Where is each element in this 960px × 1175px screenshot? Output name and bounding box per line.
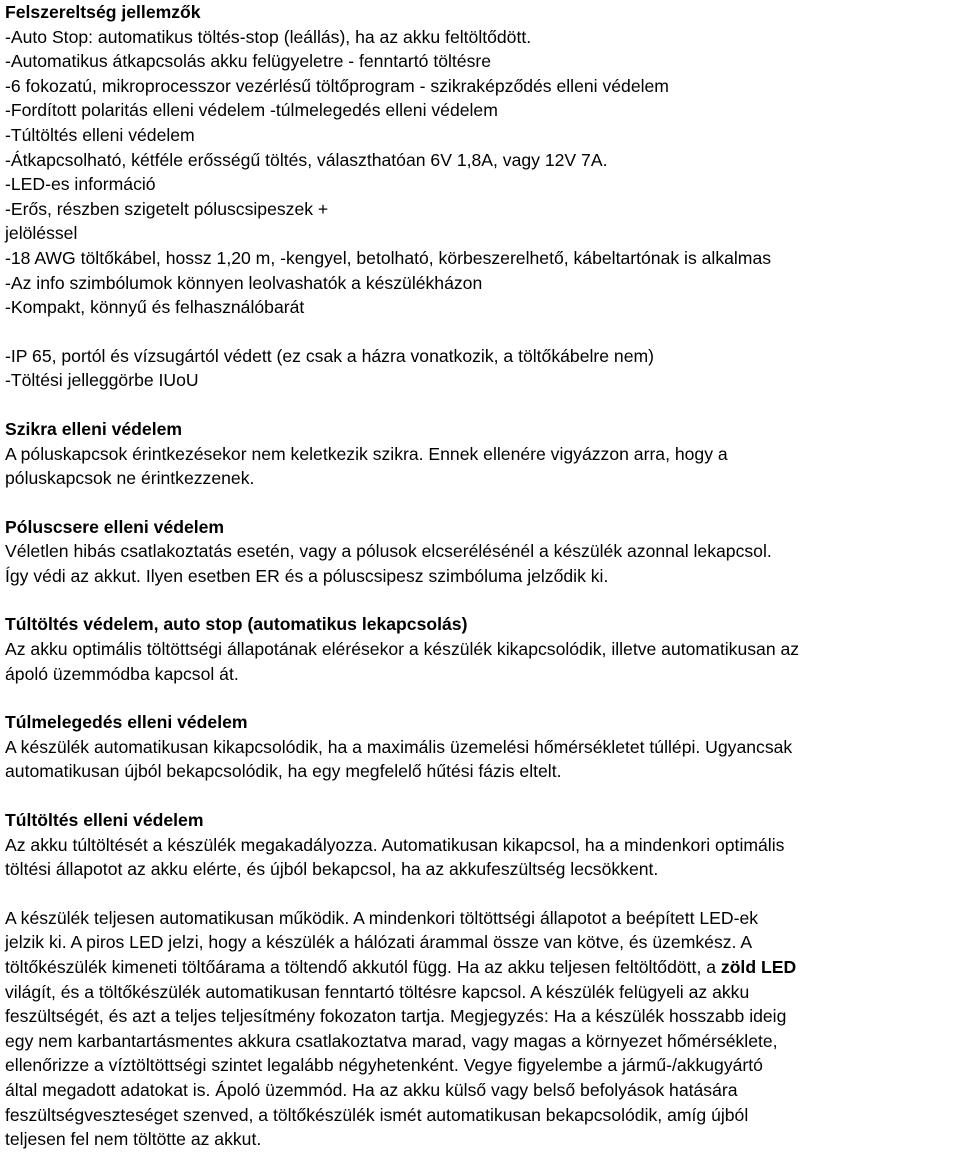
- spacer: [5, 491, 956, 515]
- feature-item: -Kompakt, könnyű és felhasználóbarát: [5, 297, 305, 318]
- features-list-2: [5, 344, 956, 393]
- feature-item: -Az info szimbólumok könnyen leolvashatók a készülékházon: [5, 272, 483, 293]
- feature-item: -Átkapcsolható, kétféle erősségű töltés, választhatóan 6V 1,8A, vagy 12V 7A.: [5, 149, 608, 170]
- paragraph-line: jelzik ki. A piros LED jelzi, hogy a készülék a hálózati árammal össze van kötve, és üzemkész. A: [5, 932, 753, 953]
- feature-item: -IP 65, portól és vízsugártól védett (ez csak a házra vonatkozik, a töltőkábelre nem): [5, 345, 655, 366]
- section-title: Túltöltés védelem, auto stop (automatikus lekapcsolás): [5, 614, 468, 635]
- section-title: Szikra elleni védelem: [5, 418, 183, 439]
- feature-item: jelöléssel: [5, 223, 78, 244]
- section-polarity: [5, 515, 956, 589]
- section-text: A póluskapcsok érintkezésekor nem keletkezik szikra. Ennek ellenére vigyázzon arra, hogy a: [5, 443, 728, 464]
- section-title: Túlmelegedés elleni védelem: [5, 712, 248, 733]
- features-list: [5, 25, 956, 320]
- paragraph-line: [5, 955, 956, 980]
- paragraph-line: feszültségét, és azt a teljes teljesítmény fokozaton tartja. Megjegyzés: Ha a készülék hosszabb ideig: [5, 1006, 787, 1027]
- green-led-emphasis: zöld LED: [720, 957, 797, 977]
- spacer: [5, 784, 956, 808]
- feature-item: -LED-es információ: [5, 174, 156, 195]
- section-text: A készülék automatikusan kikapcsolódik, ha a maximális üzemelési hőmérsékletet túllépi. Ugyancsak: [5, 736, 793, 757]
- section-text: Az akku optimális töltöttségi állapotának elérésekor a készülék kikapcsolódik, illetve automatikusan az: [5, 639, 800, 660]
- section-text: Az akku túltöltését a készülék megakadályozza. Automatikusan kikapcsol, ha a mindenkori optimális: [5, 834, 785, 855]
- section-spark: [5, 417, 956, 491]
- feature-item: -6 fokozatú, mikroprocesszor vezérlésű töltőprogram - szikraképződés elleni védelem: [5, 75, 669, 96]
- feature-item: -Túltöltés elleni védelem: [5, 124, 195, 145]
- feature-item: -Auto Stop: automatikus töltés-stop (leállás), ha az akku feltöltődött.: [5, 26, 532, 47]
- paragraph-line: teljesen fel nem töltötte az akkut.: [5, 1129, 262, 1150]
- section-title: Póluscsere elleni védelem: [5, 516, 225, 537]
- spacer: [5, 588, 956, 612]
- feature-item: -18 AWG töltőkábel, hossz 1,20 m, -kengyel, betolható, körbeszerelhető, kábeltartónak is alkalmas: [5, 247, 772, 268]
- paragraph-line: világít, és a töltőkészülék automatikusan fenntartó töltésre kapcsol. A készülék felügyeli az akku: [5, 981, 750, 1002]
- section-text: automatikusan újból bekapcsolódik, ha egy megfelelő hűtési fázis eltelt.: [5, 761, 562, 782]
- paragraph-line: egy nem karbantartásmentes akkura csatlakoztatva marad, vagy magas a környezet hőmérséklete,: [5, 1030, 778, 1051]
- paragraph-line: által megadott adatokat is. Ápoló üzemmód. Ha az akku külső vagy belső befolyások hatására: [5, 1079, 738, 1100]
- section-text: Így védi az akkut. Ilyen esetben ER és a póluscsipesz szimbóluma jelződik ki.: [5, 565, 609, 586]
- section-overheat: [5, 710, 956, 784]
- features-heading: Felszereltség jellemzők: [5, 2, 201, 22]
- spacer: [5, 686, 956, 710]
- section-text: ápoló üzemmódba kapcsol át.: [5, 663, 239, 684]
- section-overcharge-stop: [5, 612, 956, 686]
- feature-item: -Erős, részben szigetelt póluscsipeszek +: [5, 198, 329, 219]
- feature-item: -Töltési jelleggörbe IUoU: [5, 370, 199, 391]
- paragraph-line: ellenőrizze a víztöltöttségi szintet legalább négyhetenként. Vegye figyelembe a jármű-/akkugyártó: [5, 1055, 763, 1076]
- spacer: [5, 882, 956, 906]
- spacer: [5, 393, 956, 417]
- section-title: Túltöltés elleni védelem: [5, 810, 204, 831]
- paragraph-line: A készülék teljesen automatikusan működik. A mindenkori töltöttségi állapotot a beépített LED-ek: [5, 907, 759, 928]
- section-overcharge: [5, 808, 956, 882]
- feature-item: -Fordított polaritás elleni védelem -túlmelegedés elleni védelem: [5, 100, 498, 121]
- section-text: töltési állapotot az akku elérte, és újból bekapcsol, ha az akkufeszültség lecsökkent.: [5, 859, 659, 880]
- section-text: Véletlen hibás csatlakoztatás esetén, vagy a pólusok elcserélésénél a készülék azonnal lekapcsol.: [5, 541, 772, 562]
- spacer: [5, 320, 956, 344]
- paragraph-text: töltőkészülék kimeneti töltőárama a töltendő akkutól függ. Ha az akku teljesen feltöltődött, a: [5, 957, 721, 977]
- paragraph-line: feszültségveszteséget szenved, a töltőkészülék ismét automatikusan bekapcsolódik, amíg újból: [5, 1104, 749, 1125]
- feature-item: -Automatikus átkapcsolás akku felügyeletre - fenntartó töltésre: [5, 51, 492, 72]
- section-text: póluskapcsok ne érintkezzenek.: [5, 468, 255, 489]
- section-auto-operation: [5, 906, 956, 1152]
